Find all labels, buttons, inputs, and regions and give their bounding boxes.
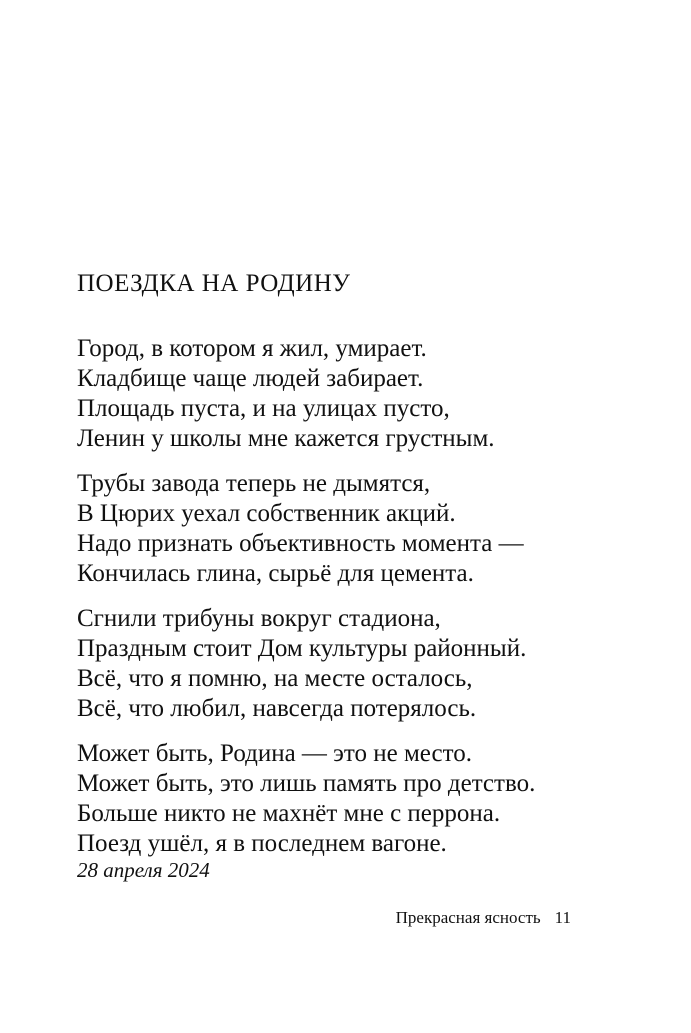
- stanza-4: [77, 739, 657, 859]
- poem-line: Площадь пуста, и на улицах пусто,: [77, 395, 450, 422]
- poem-line: Кладбище чаще людей забирает.: [77, 365, 424, 392]
- page-footer: [396, 906, 571, 930]
- poem-line: Больше никто не махнёт мне с перрона.: [77, 800, 501, 827]
- poem-line: Поезд ушёл, я в последнем вагоне.: [77, 830, 447, 857]
- poem-line: Сгнили трибуны вокруг стадиона,: [77, 605, 441, 632]
- poem-line: Трубы завода теперь не дымятся,: [77, 470, 431, 497]
- stanza-2: [77, 469, 657, 589]
- poem-line: Ленин у школы мне кажется грустным.: [77, 425, 495, 452]
- stanza-1: [77, 334, 657, 454]
- poem-line: Всё, что я помню, на месте осталось,: [77, 665, 473, 692]
- page-number: 11: [554, 908, 571, 927]
- running-book-title: Прекрасная ясность: [395, 908, 541, 927]
- poem-title: ПОЕЗДКА НА РОДИНУ: [77, 270, 351, 297]
- poem-line: Надо признать объективность момента —: [77, 530, 524, 557]
- poem-body: [77, 334, 657, 874]
- poem-line: Может быть, Родина — это не место.: [77, 740, 472, 767]
- stanza-3: [77, 604, 657, 724]
- poem-line: Праздным стоит Дом культуры районный.: [77, 635, 527, 662]
- poem-line: В Цюрих уехал собственник акций.: [77, 500, 456, 527]
- poem-line: Кончилась глина, сырьё для цемента.: [77, 560, 474, 587]
- poem-line: Может быть, это лишь память про детство.: [77, 770, 536, 797]
- poem-date: 28 апреля 2024: [77, 858, 210, 882]
- poem-line: Город, в котором я жил, умирает.: [77, 335, 427, 362]
- poem-line: Всё, что любил, навсегда потерялось.: [77, 695, 477, 722]
